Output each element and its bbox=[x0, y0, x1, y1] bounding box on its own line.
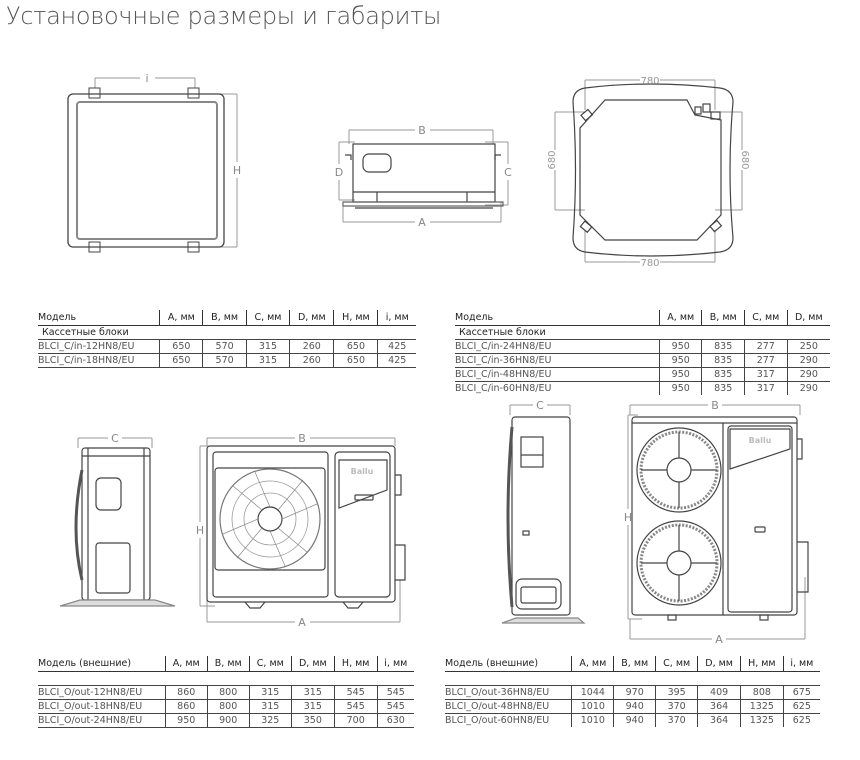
col-h: H, мм bbox=[741, 656, 784, 672]
cell-a: 860 bbox=[165, 700, 207, 714]
cell-c: 315 bbox=[246, 340, 289, 354]
cell-d: 260 bbox=[290, 340, 334, 354]
col-model: Модель (внешние) bbox=[38, 656, 165, 672]
cell-b: 835 bbox=[702, 354, 745, 368]
cell-b: 900 bbox=[207, 714, 249, 728]
cell-model: BLCI_C/in-60HN8/EU bbox=[455, 382, 552, 394]
cell-model: BLCI_C/in-12HN8/EU bbox=[38, 340, 160, 354]
dim-780-bottom-label: 780 bbox=[640, 258, 660, 269]
cell-model: BLCI_O/out-18HN8/EU bbox=[38, 700, 165, 714]
cell-i: 425 bbox=[378, 340, 416, 354]
cell-d: 250 bbox=[787, 340, 830, 354]
table-row bbox=[455, 340, 830, 354]
col-b: B, мм bbox=[203, 310, 246, 326]
brand-logo: Ballu bbox=[350, 467, 374, 476]
cell-h: 808 bbox=[741, 686, 784, 700]
cell-d: 350 bbox=[291, 714, 334, 728]
table-row bbox=[455, 382, 830, 396]
dim-b-label: B bbox=[711, 399, 719, 412]
cell-model: BLCI_C/in-36HN8/EU bbox=[455, 354, 660, 368]
cell-i: 545 bbox=[377, 686, 414, 700]
cell-b: 940 bbox=[614, 714, 656, 728]
cell-model: BLCI_O/out-48HN8/EU bbox=[445, 700, 572, 714]
cell-b: 970 bbox=[614, 686, 656, 700]
col-a: A, мм bbox=[165, 656, 207, 672]
cell-d: 364 bbox=[698, 700, 741, 714]
cell-model: BLCI_O/out-60HN8/EU bbox=[445, 714, 550, 726]
cassette-large-table bbox=[455, 310, 830, 395]
cell-d: 260 bbox=[290, 354, 334, 368]
cell-b: 570 bbox=[203, 354, 246, 368]
group-label: Кассетные блоки bbox=[455, 326, 830, 340]
table-row bbox=[445, 700, 820, 714]
cell-d: 290 bbox=[787, 354, 830, 368]
indoor-unit-front-drawing bbox=[55, 70, 255, 260]
cell-c: 315 bbox=[249, 686, 291, 700]
col-h: H, мм bbox=[334, 310, 378, 326]
cell-i: 545 bbox=[377, 700, 414, 714]
col-i: i, мм bbox=[378, 310, 416, 326]
dim-a-label: A bbox=[418, 216, 426, 228]
cell-a: 860 bbox=[165, 686, 207, 700]
cell-h: 1325 bbox=[741, 700, 784, 714]
cell-c: 315 bbox=[246, 354, 289, 368]
outdoor-large-side-drawing bbox=[500, 397, 590, 627]
table-row bbox=[455, 354, 830, 368]
cell-h: 650 bbox=[334, 354, 378, 368]
brand-logo: Ballu bbox=[748, 436, 772, 445]
col-model: Модель bbox=[38, 310, 160, 326]
cassette-small-table bbox=[38, 310, 416, 368]
dim-680-right-label: 680 bbox=[739, 150, 750, 170]
table-row bbox=[445, 714, 820, 728]
page-title: Установочные размеры и габариты bbox=[6, 2, 442, 30]
cell-model: BLCI_C/in-48HN8/EU bbox=[455, 368, 660, 382]
dim-680-left-label: 680 bbox=[547, 150, 558, 170]
cell-a: 950 bbox=[660, 340, 702, 354]
dim-c-label: C bbox=[504, 166, 512, 179]
cell-h: 700 bbox=[334, 714, 377, 728]
cell-d: 290 bbox=[787, 368, 830, 382]
cell-c: 370 bbox=[656, 700, 698, 714]
dim-c-label: C bbox=[111, 432, 119, 445]
col-b: B, мм bbox=[702, 310, 745, 326]
cell-a: 650 bbox=[160, 340, 203, 354]
dim-h-label: H bbox=[623, 511, 633, 524]
cell-c: 317 bbox=[744, 382, 787, 396]
col-model: Модель (внешние) bbox=[445, 656, 572, 672]
cell-c: 317 bbox=[744, 368, 787, 382]
cell-d: 290 bbox=[787, 382, 830, 396]
col-h: H, мм bbox=[334, 656, 377, 672]
table-row bbox=[38, 354, 416, 368]
cell-a: 950 bbox=[660, 368, 702, 382]
table-row bbox=[38, 714, 414, 728]
blank-row bbox=[445, 672, 820, 686]
table-row bbox=[38, 686, 414, 700]
cell-b: 570 bbox=[203, 340, 246, 354]
cell-h: 650 bbox=[334, 340, 378, 354]
cell-a: 950 bbox=[660, 354, 702, 368]
dim-a-label: A bbox=[298, 616, 306, 629]
cell-i: 625 bbox=[783, 700, 820, 714]
cell-c: 395 bbox=[656, 686, 698, 700]
cell-model: BLCI_O/out-12HN8/EU bbox=[38, 686, 165, 700]
outdoor-small-side-drawing bbox=[60, 430, 180, 610]
cell-d: 315 bbox=[291, 686, 334, 700]
dim-b-label: B bbox=[298, 432, 306, 445]
cell-d: 409 bbox=[698, 686, 741, 700]
cell-model: BLCI_O/out-24HN8/EU bbox=[38, 714, 165, 728]
cell-b: 835 bbox=[702, 382, 745, 396]
table-row bbox=[38, 340, 416, 354]
cell-i: 425 bbox=[378, 354, 416, 368]
cell-c: 315 bbox=[249, 700, 291, 714]
cell-model: BLCI_C/in-24HN8/EU bbox=[455, 340, 660, 354]
cell-i: 625 bbox=[783, 714, 820, 728]
cell-h: 545 bbox=[334, 700, 377, 714]
col-c: C, мм bbox=[656, 656, 698, 672]
cell-a: 1010 bbox=[572, 700, 614, 714]
dim-h-label: H bbox=[195, 524, 205, 537]
indoor-panel-drawing bbox=[545, 70, 755, 270]
cell-c: 277 bbox=[744, 354, 787, 368]
outdoor-large-front-drawing bbox=[620, 397, 815, 647]
cell-b: 835 bbox=[702, 340, 745, 354]
indoor-unit-side-drawing bbox=[325, 122, 530, 228]
dim-780-top-label: 780 bbox=[640, 76, 660, 87]
outdoor-large-table bbox=[445, 656, 820, 727]
col-i: i, мм bbox=[377, 656, 414, 672]
cell-b: 835 bbox=[702, 368, 745, 382]
col-a: A, мм bbox=[572, 656, 614, 672]
col-d: D, мм bbox=[290, 310, 334, 326]
dim-d-label: D bbox=[334, 166, 344, 179]
col-c: C, мм bbox=[744, 310, 787, 326]
col-c: C, мм bbox=[249, 656, 291, 672]
col-d: D, мм bbox=[698, 656, 741, 672]
dim-h-label: H bbox=[232, 164, 242, 177]
dim-c-label: C bbox=[536, 399, 544, 412]
cell-b: 800 bbox=[207, 686, 249, 700]
cell-c: 325 bbox=[249, 714, 291, 728]
cell-a: 950 bbox=[660, 382, 702, 396]
group-label: Кассетные блоки bbox=[38, 326, 416, 340]
dim-a-label: A bbox=[715, 633, 723, 646]
col-b: B, мм bbox=[614, 656, 656, 672]
col-b: B, мм bbox=[207, 656, 249, 672]
col-i: i, мм bbox=[783, 656, 820, 672]
cell-a: 1044 bbox=[572, 686, 614, 700]
col-a: A, мм bbox=[160, 310, 203, 326]
cell-i: 630 bbox=[377, 714, 414, 728]
outdoor-small-front-drawing bbox=[195, 430, 415, 630]
cell-a: 650 bbox=[160, 354, 203, 368]
col-a: A, мм bbox=[660, 310, 702, 326]
dim-b-label: B bbox=[418, 124, 426, 137]
cell-h: 545 bbox=[334, 686, 377, 700]
cell-i: 675 bbox=[783, 686, 820, 700]
cell-a: 1010 bbox=[572, 714, 614, 728]
cell-a: 950 bbox=[165, 714, 207, 728]
cell-c: 277 bbox=[744, 340, 787, 354]
cell-b: 800 bbox=[207, 700, 249, 714]
col-model: Модель bbox=[455, 310, 660, 326]
cell-model: BLCI_O/out-36HN8/EU bbox=[445, 686, 572, 700]
cell-model: BLCI_C/in-18HN8/EU bbox=[38, 354, 160, 368]
dim-i-label: i bbox=[145, 72, 149, 85]
blank-row bbox=[38, 672, 414, 686]
col-d: D, мм bbox=[291, 656, 334, 672]
cell-d: 315 bbox=[291, 700, 334, 714]
table-row bbox=[38, 700, 414, 714]
cell-c: 370 bbox=[656, 714, 698, 728]
cell-d: 364 bbox=[698, 714, 741, 728]
cell-h: 1325 bbox=[741, 714, 784, 728]
table-row bbox=[455, 368, 830, 382]
col-c: C, мм bbox=[246, 310, 289, 326]
cell-b: 940 bbox=[614, 700, 656, 714]
table-row bbox=[445, 686, 820, 700]
col-d: D, мм bbox=[787, 310, 830, 326]
outdoor-small-table bbox=[38, 656, 414, 728]
